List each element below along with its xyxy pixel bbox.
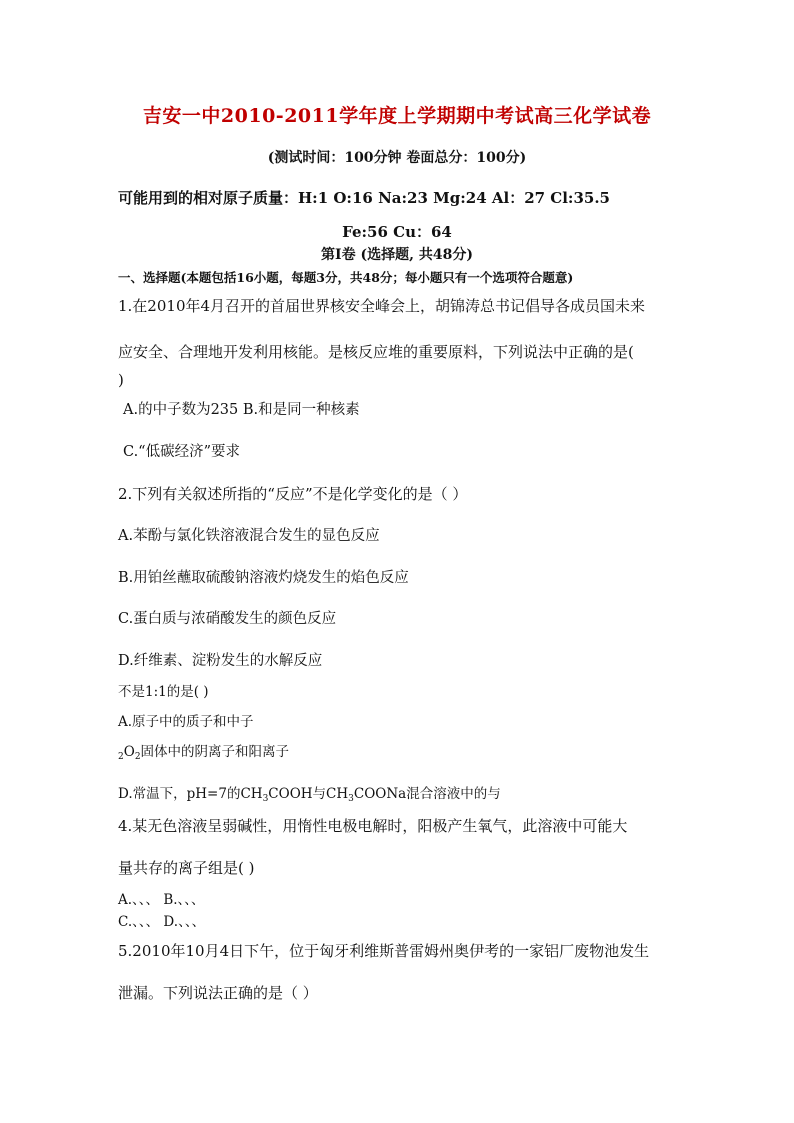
atomic-mass-line-1: 可能用到的相对原子质量：H:1 O:16 Na:23 Mg:24 Al：27 Cl:35.5	[118, 189, 610, 207]
q4-options-ab: A.、、、 B.、、、	[118, 892, 205, 908]
q4-line-2: 量共存的离子组是( )	[118, 859, 255, 877]
q5-line-2: 泄漏。下列说法正确的是（ ）	[118, 984, 318, 1002]
q3-option-d-pre: D.常温下，pH=7的CH	[118, 786, 263, 802]
q3-option-d	[118, 788, 501, 802]
q1-line-1: 1.在2010年4月召开的首届世界核安全峰会上，胡锦涛总书记倡导各成员国未来	[118, 297, 646, 315]
q3-option-b-o: O	[123, 744, 135, 760]
q1-line-2: 应安全、合理地开发利用核能。是核反应堆的重要原料，下列说法中正确的是(	[118, 343, 634, 361]
q3-stem: 不是1:1的是( )	[118, 684, 209, 700]
q3-option-b-text: 固体中的阴离子和阳离子	[140, 744, 290, 760]
q3-option-d-post: COONa混合溶液中的与	[353, 786, 501, 802]
exam-title: 吉安一中2010-2011学年度上学期期中考试高三化学试卷	[142, 105, 652, 127]
q1-line-3: )	[118, 371, 124, 389]
q4-options-cd: C.、、、 D.、、、	[118, 914, 206, 930]
q1-option-c: C.“低碳经济”要求	[123, 444, 241, 460]
q2-stem: 2.下列有关叙述所指的“反应”不是化学变化的是（ ）	[118, 485, 468, 503]
q3-option-d-mid: COOH与CH	[268, 786, 349, 802]
q4-line-1: 4.某无色溶液呈弱碱性，用惰性电极电解时，阳极产生氧气，此溶液中可能大	[118, 817, 628, 835]
q1-options-ab: A.的中子数为235 B.和是同一种核素	[123, 402, 360, 418]
q3-option-b-subscript: 2	[118, 752, 124, 762]
part-title: 第Ⅰ卷 (选择题, 共48分)	[321, 247, 473, 263]
q2-option-c: C.蛋白质与浓硝酸发生的颜色反应	[118, 611, 337, 627]
q3-option-b-subscript-2: 2	[134, 752, 141, 762]
q5-line-1: 5.2010年10月4日下午，位于匈牙利维斯普雷姆州奥伊考的一家铝厂废物池发生	[118, 942, 650, 960]
q3-option-b	[118, 746, 289, 760]
q3-option-a: A.原子中的质子和中子	[118, 714, 254, 730]
q2-option-d: D.纤维素、淀粉发生的水解反应	[118, 653, 323, 669]
section-title: 一、选择题(本题包括16小题，每题3分，共48分；每小题只有一个选项符合题意)	[118, 270, 574, 285]
q3-option-d-sub-2: 3	[348, 794, 354, 804]
atomic-mass-line-2: Fe:56 Cu：64	[342, 223, 452, 241]
q2-option-a: A.苯酚与氯化铁溶液混合发生的显色反应	[118, 528, 380, 544]
q2-option-b: B.用铂丝蘸取硫酸钠溶液灼烧发生的焰色反应	[118, 570, 409, 586]
q3-option-d-sub-1: 3	[262, 794, 269, 804]
exam-subtitle: (测试时间：100分钟 卷面总分：100分)	[267, 150, 527, 166]
